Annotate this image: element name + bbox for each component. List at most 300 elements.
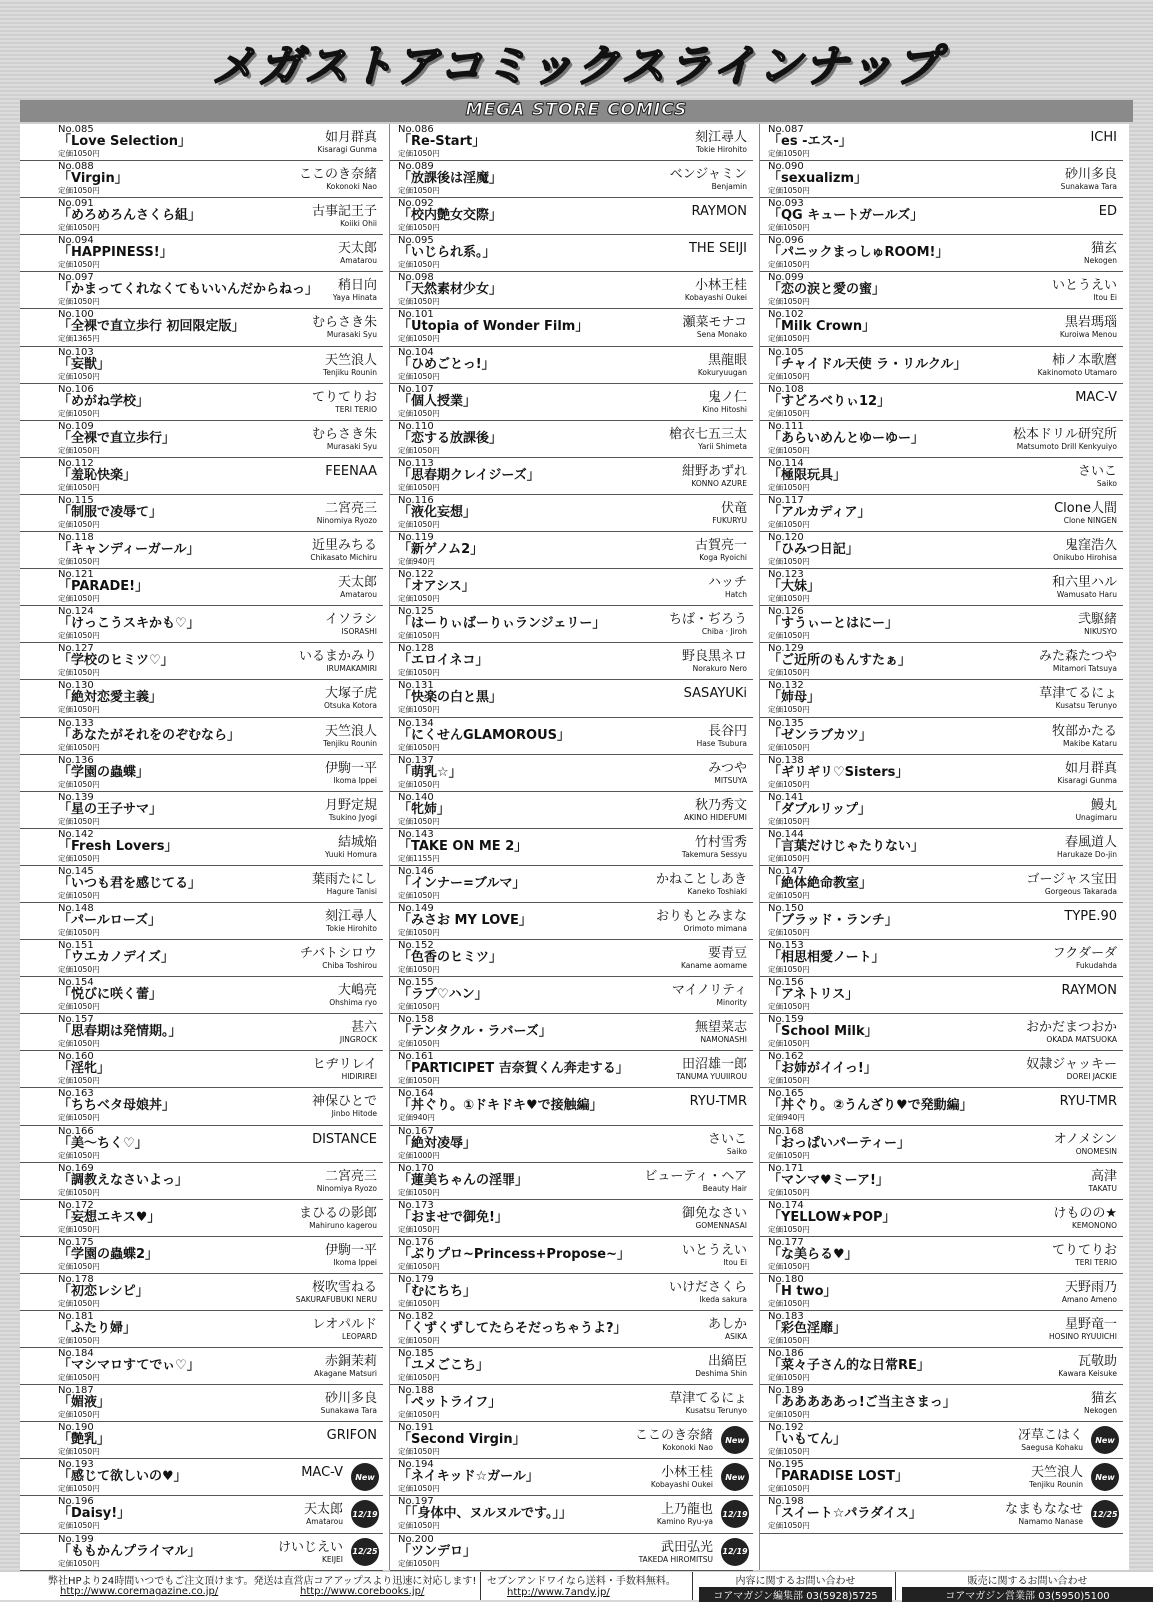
entry-author: おかだまつおか <box>1025 1020 1117 1036</box>
entry-author: RAYMON <box>691 204 747 220</box>
catalog-entry <box>20 680 383 717</box>
entry-title: 「恋の涙と愛の蜜」 <box>768 282 886 298</box>
entry-author-reading: TAKEDA HIROMITSU <box>638 1554 713 1564</box>
catalog-entry <box>20 1496 383 1533</box>
entry-title: 「めがね学校」 <box>58 393 150 409</box>
entry-author: むらさき朱 <box>311 315 377 331</box>
catalog-entry <box>20 1459 383 1496</box>
entry-author: 天竺浪人 <box>324 723 377 739</box>
entry-author-reading: Gorgeous Takarada <box>1044 886 1117 896</box>
entry-author-reading: Nekogen <box>1083 256 1117 266</box>
entry-author: 槍衣七五三太 <box>668 426 747 442</box>
entry-author: 二宮亮三 <box>324 1168 377 1184</box>
entry-number: No.198 <box>768 1496 804 1508</box>
entry-price: 定価1050円 <box>768 149 810 158</box>
entry-author-reading: Unagimaru <box>1075 812 1117 822</box>
entry-number: No.141 <box>768 791 804 803</box>
entry-author-reading: Kisaragi Gunma <box>317 145 377 154</box>
entry-number: No.130 <box>58 680 94 692</box>
entry-author-reading: Deshima Shin <box>695 1369 747 1379</box>
entry-author-reading: Beauty Hair <box>702 1183 747 1193</box>
entry-number: No.146 <box>398 865 434 877</box>
catalog-entry <box>390 1348 753 1385</box>
catalog-entry <box>390 680 753 717</box>
entry-price: 定価1050円 <box>768 816 810 826</box>
entry-title: 「チャイドル天使 ラ・リルクル」 <box>768 356 967 372</box>
entry-title: 「恋する放課後」 <box>398 430 503 446</box>
footer <box>0 1572 1153 1600</box>
entry-number: No.091 <box>58 198 94 210</box>
entry-author: けものの★ <box>1053 1205 1117 1221</box>
entry-title: 「牝姉」 <box>398 801 451 817</box>
entry-author-reading: Matsumoto Drill Kenkyuiyo <box>1016 441 1117 451</box>
entry-author: TYPE.90 <box>1064 908 1117 924</box>
entry-title: 「ツンデロ」 <box>398 1543 477 1559</box>
entry-number: No.086 <box>398 124 434 135</box>
entry-number: No.176 <box>398 1236 434 1248</box>
entry-title: 「アルカディア」 <box>768 504 871 520</box>
catalog-entry <box>390 1422 753 1459</box>
entry-number: No.172 <box>58 1199 94 1211</box>
entry-author: てりてりお <box>311 389 377 405</box>
entry-number: No.129 <box>768 643 804 655</box>
entry-author-reading: SAKURAFUBUKI NERU <box>295 1294 377 1304</box>
entry-author: 天野雨乃 <box>1064 1279 1117 1295</box>
entry-price: 定価1050円 <box>398 1521 440 1531</box>
entry-author-reading: Chiba Toshirou <box>322 961 377 971</box>
entry-title: 「School Milk」 <box>768 1024 878 1040</box>
entry-title: 「ももかんプライマル」 <box>58 1543 201 1559</box>
entry-author: MAC-V <box>301 1465 343 1481</box>
entry-price: 定価1050円 <box>398 705 440 715</box>
catalog-entry <box>760 1459 1123 1496</box>
entry-title: 「ウエカノデイズ」 <box>58 950 174 966</box>
entry-price: 定価1050円 <box>768 445 810 455</box>
entry-title: 「学園の蟲蝶2」 <box>58 1246 159 1262</box>
catalog-entry <box>20 1422 383 1459</box>
release-badge: 12/19 <box>351 1500 379 1528</box>
entry-author: なまもななせ <box>1004 1502 1083 1518</box>
catalog-panel <box>20 124 1129 1570</box>
entry-author-reading: Kokuryuugan <box>697 367 747 377</box>
entry-author: てりてりお <box>1051 1242 1117 1258</box>
catalog-entry <box>390 866 753 903</box>
entry-title: 「ゼンラブカツ」 <box>768 727 872 743</box>
catalog-entry <box>390 1311 753 1348</box>
entry-price: 定価940円 <box>398 1113 435 1123</box>
entry-title: 「H two」 <box>768 1283 837 1299</box>
entry-author-reading: Namamo Nanase <box>1018 1517 1083 1527</box>
entry-number: No.111 <box>768 420 804 432</box>
entry-title: 「言葉だけじゃたりない」 <box>768 838 925 854</box>
catalog-entry <box>20 421 383 458</box>
entry-author-reading: AKINO HIDEFUMI <box>683 812 747 822</box>
entry-author: 古事記王子 <box>311 204 377 220</box>
entry-price: 定価1050円 <box>398 1002 440 1012</box>
catalog-entry <box>760 755 1123 792</box>
catalog-entry <box>20 792 383 829</box>
entry-price: 定価1365円 <box>58 334 100 344</box>
catalog-entry <box>760 458 1123 495</box>
entry-title: 「ギリギリ♡Sisters」 <box>768 764 909 780</box>
entry-number: No.145 <box>58 865 94 877</box>
entry-number: No.137 <box>398 754 434 766</box>
catalog-entry <box>20 718 383 755</box>
entry-title: 「アネトリス」 <box>768 987 859 1003</box>
entry-author: みた森たつや <box>1038 649 1117 665</box>
catalog-entry <box>20 866 383 903</box>
entry-price: 定価940円 <box>398 557 435 567</box>
entry-author: 二宮亮三 <box>324 500 377 516</box>
entry-number: No.114 <box>768 457 804 469</box>
entry-number: No.147 <box>768 865 804 877</box>
entry-author-reading: Kisaragi Gunma <box>1057 775 1117 785</box>
catalog-entry <box>760 421 1123 458</box>
entry-author-reading: Mahiruno kagerou <box>309 1220 377 1230</box>
entry-number: No.101 <box>398 309 434 321</box>
entry-price: 定価1050円 <box>58 445 100 455</box>
catalog-entry <box>390 124 753 161</box>
entry-author-reading: MITSUYA <box>714 775 747 785</box>
entry-title: 「ふたり婦」 <box>58 1321 137 1336</box>
entry-title: 「かまってくれなくてもいいんだからねっ」 <box>58 282 319 298</box>
catalog-entry <box>760 532 1123 569</box>
catalog-entry <box>390 1051 753 1088</box>
catalog-entry <box>390 1237 753 1274</box>
entry-number: No.151 <box>58 940 94 952</box>
entry-price: 定価1050円 <box>58 705 100 715</box>
entry-number: No.181 <box>58 1311 94 1322</box>
entry-author-reading: KEIJEI <box>321 1554 343 1564</box>
entry-price: 定価1050円 <box>398 482 440 492</box>
entry-price: 定価1050円 <box>768 260 810 270</box>
entry-author-reading: KEMONONO <box>1071 1220 1117 1230</box>
catalog-entry <box>20 903 383 940</box>
entry-price: 定価1050円 <box>768 927 810 937</box>
entry-author: 紺野あずれ <box>681 463 747 479</box>
entry-price: 定価1050円 <box>398 779 440 789</box>
entry-author-reading: ASIKA <box>724 1332 747 1341</box>
entry-author-reading: Koga Ryoichi <box>699 553 747 563</box>
entry-price: 定価1050円 <box>398 594 440 604</box>
entry-author-reading: JINGROCK <box>339 1035 377 1045</box>
corebooks-link[interactable]: http://www.corebooks.jp/ <box>300 1586 425 1597</box>
content-contact-dept: コアマガジン編集部 03(5928)5725 <box>699 1587 892 1602</box>
entry-author-reading: Kamino Ryu-ya <box>656 1517 713 1527</box>
entry-number: No.153 <box>768 940 804 952</box>
entry-title: 「あらいめんとゆーゆー」 <box>768 430 925 446</box>
entry-author: さいこ <box>1077 463 1117 479</box>
entry-author: ゴージャス宝田 <box>1026 871 1117 887</box>
entry-price: 定価1050円 <box>398 1187 440 1197</box>
entry-author: THE SEIJI <box>688 241 747 257</box>
entry-price: 定価1050円 <box>398 631 440 641</box>
entry-number: No.112 <box>58 457 94 469</box>
entry-title: 「個人授業」 <box>398 393 477 409</box>
entry-title: 「放課後は淫魔」 <box>398 171 503 187</box>
catalog-entry <box>20 272 383 309</box>
core-magazine-link[interactable]: http://www.coremagazine.co.jp/ <box>60 1586 219 1597</box>
entry-title: 「おませで御免!」 <box>398 1209 508 1225</box>
entry-author: 草津てるにょ <box>669 1391 747 1407</box>
entry-title: 「パールローズ」 <box>58 912 162 928</box>
entry-author: ED <box>1098 204 1117 220</box>
entry-title: 「艶乳」 <box>58 1432 111 1448</box>
entry-author-reading: Murasaki Syu <box>326 330 377 340</box>
entry-price: 定価1050円 <box>58 1336 100 1345</box>
entry-author: いるまかみり <box>298 649 377 665</box>
entry-title: 「快楽の白と黒」 <box>398 690 503 706</box>
entry-author: おりもとみまな <box>655 908 747 924</box>
entry-author: ヒヂリレイ <box>312 1057 377 1073</box>
entry-title: 「ぷりプロ~Princess+Propose~」 <box>398 1246 630 1262</box>
entry-price: 定価1050円 <box>58 816 100 826</box>
catalog-entry <box>20 643 383 680</box>
entry-author-reading: Akagane Matsuri <box>314 1369 377 1379</box>
entry-author: 野良黒ネロ <box>681 649 747 665</box>
entry-price: 定価1050円 <box>398 223 440 233</box>
catalog-entry <box>760 977 1123 1014</box>
entry-author-reading: Otsuka Kotora <box>323 701 377 711</box>
entry-number: No.135 <box>768 717 804 729</box>
entry-author-reading: Koiiki Ohii <box>340 219 377 229</box>
entry-number: No.085 <box>58 124 94 135</box>
entry-author-reading: Fukudahda <box>1076 961 1117 971</box>
entry-author-reading: Kino Hitoshi <box>702 404 747 414</box>
entry-title: 「全裸で直立歩行」 <box>58 430 176 446</box>
entry-author: 結城焔 <box>337 834 377 850</box>
catalog-entry <box>390 755 753 792</box>
entry-number: No.126 <box>768 606 804 618</box>
entry-author-reading: IRUMAKAMIRI <box>326 664 377 674</box>
entry-title: 「TAKE ON ME 2」 <box>398 838 528 854</box>
entry-price: 定価1050円 <box>768 334 810 344</box>
entry-author-reading: Chiba · Jiroh <box>701 627 747 637</box>
entry-price: 定価1050円 <box>768 1410 810 1420</box>
entry-number: No.150 <box>768 902 804 914</box>
catalog-entry <box>760 866 1123 903</box>
entry-price: 定価1050円 <box>768 1336 810 1345</box>
entry-author-reading: Kaname aomame <box>680 961 747 971</box>
entry-number: No.093 <box>768 198 804 210</box>
entry-number: No.200 <box>398 1533 434 1545</box>
entry-price: 定価1050円 <box>58 297 100 307</box>
entry-number: No.196 <box>58 1496 94 1508</box>
entry-author-reading: Takemura Sessyu <box>681 849 747 859</box>
release-badge: 12/25 <box>351 1538 379 1566</box>
entry-number: No.158 <box>398 1014 434 1026</box>
entry-title: 「オアシス」 <box>398 579 475 595</box>
catalog-entry <box>760 124 1123 161</box>
entry-title: 「パニックまっしゅROOM!」 <box>768 245 949 261</box>
entry-price: 定価1050円 <box>58 1521 100 1531</box>
entry-title: 「学園の蟲蝶」 <box>58 764 150 780</box>
entry-author: いけださくら <box>668 1279 747 1295</box>
entry-author: SASAYUKi <box>683 686 747 702</box>
entry-author-reading: OKADA MATSUOKA <box>1046 1035 1117 1045</box>
sevenandy-link[interactable]: http://www.7andy.jp/ <box>507 1587 610 1598</box>
entry-number: No.104 <box>398 346 434 358</box>
entry-price: 定価1050円 <box>58 927 100 937</box>
entry-number: No.190 <box>58 1422 94 1434</box>
entry-number: No.148 <box>58 902 94 914</box>
entry-author-reading: DOREI JACKIE <box>1066 1072 1117 1082</box>
entry-author-reading: TANUMA YUUIIROU <box>676 1072 747 1082</box>
entry-number: No.131 <box>398 680 434 692</box>
entry-number: No.187 <box>58 1385 94 1397</box>
catalog-entry <box>20 309 383 346</box>
catalog-column-3 <box>760 124 1129 1570</box>
entry-title: 「くずくずしてたらそだっちゃうよ?」 <box>398 1321 627 1336</box>
entry-number: No.118 <box>58 532 94 544</box>
entry-author-reading: Hase Tsubura <box>696 738 747 748</box>
entry-number: No.120 <box>768 532 804 544</box>
entry-author: 弐駆緒 <box>1077 612 1117 628</box>
entry-title: 「絶体絶命教室」 <box>768 875 873 891</box>
entry-number: No.142 <box>58 828 94 840</box>
entry-title: 「妄想エキス♥」 <box>58 1209 161 1225</box>
entry-price: 定価1050円 <box>58 149 100 158</box>
entry-author: いとうえい <box>681 1242 747 1258</box>
entry-title: 「キャンディーガール」 <box>58 542 200 558</box>
catalog-entry <box>20 755 383 792</box>
catalog-entry <box>760 161 1123 198</box>
catalog-entry <box>20 1126 383 1163</box>
entry-price: 定価1050円 <box>398 1484 440 1494</box>
entry-number: No.106 <box>58 383 94 395</box>
catalog-entry <box>760 606 1123 643</box>
entry-author-reading: Tokie Hirohito <box>326 923 377 933</box>
entry-number: No.155 <box>398 977 434 989</box>
entry-price: 定価1050円 <box>398 1076 440 1086</box>
entry-author: DISTANCE <box>312 1131 377 1147</box>
entry-title: 「姉母」 <box>768 690 821 706</box>
entry-price: 定価1050円 <box>58 1002 100 1012</box>
entry-price: 定価1050円 <box>398 1558 440 1568</box>
entry-author-reading: Minority <box>716 998 747 1008</box>
entry-title: 「Utopia of Wonder Film」 <box>398 319 589 335</box>
catalog-entry <box>20 977 383 1014</box>
entry-author: けいじえい <box>277 1539 343 1555</box>
entry-title: 「菜々子さん的な日常RE」 <box>768 1358 930 1374</box>
catalog-entry <box>20 198 383 235</box>
entry-price: 定価1050円 <box>398 1039 440 1049</box>
entry-author: 如月群真 <box>1064 760 1117 776</box>
entry-number: No.105 <box>768 346 804 358</box>
entry-price: 定価1050円 <box>58 742 100 752</box>
entry-title: 「妄獣」 <box>58 356 111 372</box>
entry-author-reading: Kaneko Toshiaki <box>687 886 747 896</box>
entry-author: 天太郎 <box>303 1502 343 1518</box>
entry-author-reading: Onikubo Hirohisa <box>1053 553 1117 563</box>
entry-number: No.168 <box>768 1125 804 1137</box>
catalog-entry <box>760 1051 1123 1088</box>
entry-title: 「調教えなさいよっ」 <box>58 1172 189 1188</box>
content-contact <box>692 1572 892 1600</box>
entry-number: No.166 <box>58 1125 94 1137</box>
catalog-entry <box>390 532 753 569</box>
release-badge: 12/19 <box>721 1538 749 1566</box>
catalog-entry <box>760 1126 1123 1163</box>
entry-title: 「ちちベタ母娘丼」 <box>58 1098 176 1114</box>
entry-number: No.186 <box>768 1348 804 1360</box>
entry-price: 定価1050円 <box>768 1484 810 1494</box>
entry-author-reading: Kakinomoto Utamaro <box>1037 367 1117 377</box>
entry-title: 「ペットライフ」 <box>398 1395 502 1411</box>
entry-number: No.143 <box>398 828 434 840</box>
entry-price: 定価1050円 <box>58 557 100 567</box>
entry-author: 春風道人 <box>1064 834 1117 850</box>
entry-author: 甚六 <box>350 1020 377 1036</box>
entry-price: 定価1050円 <box>768 631 810 641</box>
entry-author: 猫玄 <box>1090 241 1117 257</box>
entry-author: 赤銅茉莉 <box>324 1354 377 1370</box>
catalog-entry <box>760 1014 1123 1051</box>
entry-price: 定価1050円 <box>58 371 100 381</box>
entry-title: 「羞恥快楽」 <box>58 467 137 483</box>
entry-price: 定価1050円 <box>398 260 440 270</box>
entry-title: 「にくせんGLAMOROUS」 <box>398 727 570 743</box>
entry-number: No.138 <box>768 754 804 766</box>
entry-author-reading: Harukaze Do-jin <box>1057 849 1117 859</box>
catalog-entry <box>390 272 753 309</box>
catalog-entry <box>20 569 383 606</box>
entry-price: 定価1050円 <box>58 631 100 641</box>
entry-price: 定価1050円 <box>58 1373 100 1383</box>
entry-title: 「ご近所のもんすたぁ」 <box>768 653 912 669</box>
entry-title: 「色香のヒミツ」 <box>398 950 503 966</box>
entry-price: 定価1050円 <box>58 260 100 270</box>
release-badge: New <box>1091 1426 1119 1454</box>
entry-number: No.098 <box>398 272 434 284</box>
entry-number: No.156 <box>768 977 804 989</box>
entry-number: No.183 <box>768 1311 804 1322</box>
catalog-entry <box>760 309 1123 346</box>
entry-title: 「萌乳☆」 <box>398 764 462 780</box>
entry-number: No.162 <box>768 1051 804 1063</box>
entry-title: 「蓮美ちゃんの淫罪」 <box>398 1172 529 1188</box>
entry-number: No.191 <box>398 1422 434 1434</box>
entry-number: No.159 <box>768 1014 804 1026</box>
entry-title: 「おっぱいパーティー」 <box>768 1135 910 1151</box>
entry-price: 定価1050円 <box>58 482 100 492</box>
entry-author-reading: HOSINO RYUUICHI <box>1048 1332 1117 1341</box>
entry-author-reading: Itou Ei <box>723 1257 747 1267</box>
entry-number: No.092 <box>398 198 434 210</box>
entry-price: 定価1050円 <box>398 1447 440 1457</box>
entry-author-reading: Benjamin <box>711 182 747 192</box>
entry-author: 鬼ノ仁 <box>707 389 747 405</box>
entry-title: 「丼ぐり。①ドキドキ♥で接触編」 <box>398 1098 603 1114</box>
entry-number: No.132 <box>768 680 804 692</box>
catalog-entry <box>20 1311 383 1348</box>
catalog-entry <box>390 1459 753 1496</box>
entry-title: 「ダブルリップ」 <box>768 801 871 817</box>
entry-title: 「全裸で直立歩行 初回限定版」 <box>58 319 245 335</box>
entry-author: RAYMON <box>1061 983 1117 999</box>
entry-title: 「彩色淫靡」 <box>768 1321 847 1336</box>
entry-author-reading: Itou Ei <box>1093 293 1117 303</box>
catalog-entry <box>760 903 1123 940</box>
entry-price: 定価1050円 <box>768 371 810 381</box>
entry-author: 天竺浪人 <box>324 352 377 368</box>
entry-price: 定価1050円 <box>768 668 810 678</box>
catalog-entry <box>390 421 753 458</box>
catalog-entry <box>760 940 1123 977</box>
entry-author: 古賀亮一 <box>694 538 747 554</box>
entry-author-reading: Amatarou <box>340 256 377 266</box>
entry-price: 定価1050円 <box>768 1224 810 1234</box>
